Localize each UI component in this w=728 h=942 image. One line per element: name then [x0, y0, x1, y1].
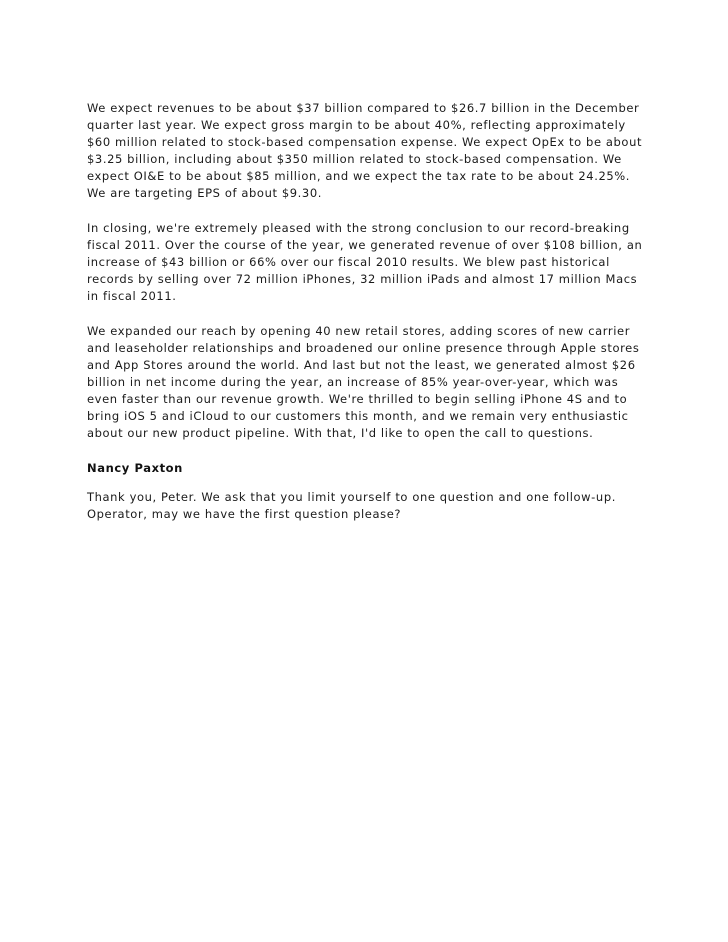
paragraph-operator-handoff: Thank you, Peter. We ask that you limit yourself to one question and one follow-up. Operator, may we have the first question please? — [87, 490, 616, 521]
paragraph-closing: In closing, we're extremely pleased with the strong conclusion to our record-breaking fiscal 2011. Over the course of the year, we generated revenue of over $108 billion, an increase of $43 billion or 66% over our fiscal 2010 results. We blew past historical records by selling over 72 million iPhones, 32 million iPads and almost 17 million Macs in fiscal 2011. — [87, 221, 643, 303]
speaker-name: Nancy Paxton — [87, 461, 183, 475]
paragraph-expansion: We expanded our reach by opening 40 new retail stores, adding scores of new carrier and leaseholder relationships and broadened our online presence through Apple stores and App Stores around the world. And last but not the least, we generated almost $26 billion in net income during the year, an increase of 85% year-over-year, which was even faster than our revenue growth. We're thrilled to begin selling iPhone 4S and to bring iOS 5 and iCloud to our customers this month, and we remain very enthusiastic about our new product pipeline. With that, I'd like to open the call to questions. — [87, 324, 640, 440]
transcript-body — [87, 100, 647, 541]
paragraph-guidance: We expect revenues to be about $37 billion compared to $26.7 billion in the December quarter last year. We expect gross margin to be about 40%, reflecting approximately $60 million related to stock-based compensation expense. We expect OpEx to be about $3.25 billion, including about $350 million related to stock-based compensation. We expect OI&E to be about $85 million, and we expect the tax rate to be about 24.25%. We are targeting EPS of about $9.30. — [87, 101, 643, 200]
